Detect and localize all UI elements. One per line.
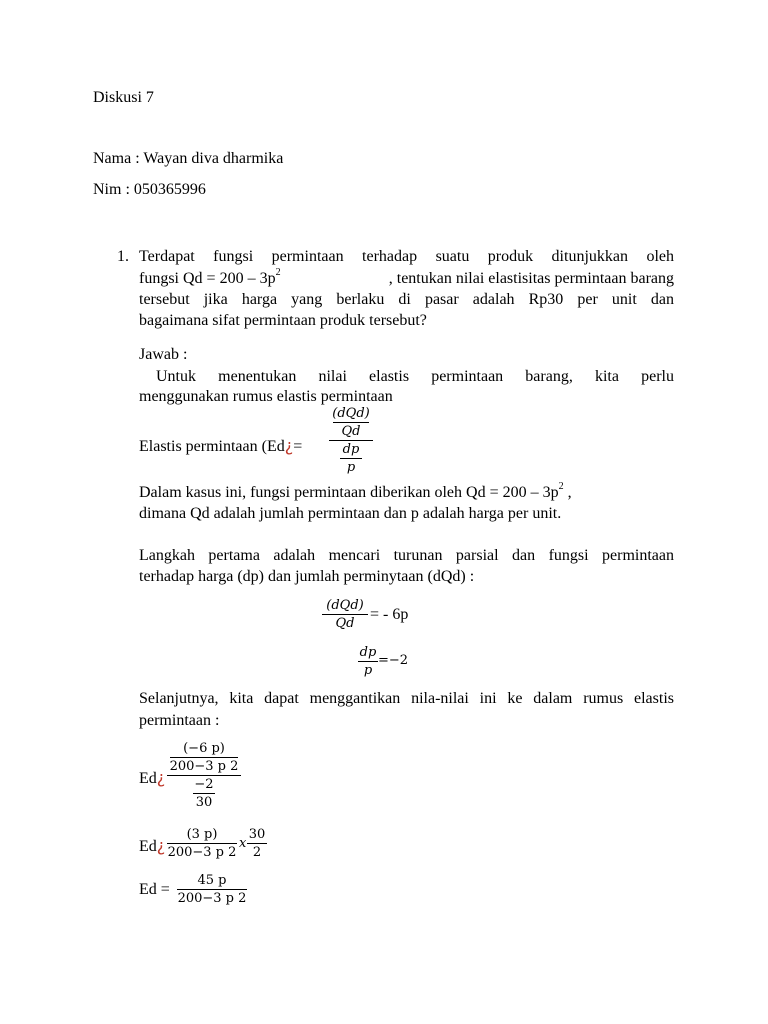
fraction-numerator: (−6 p): [183, 741, 225, 756]
fraction-numerator: dp: [359, 645, 377, 660]
multiplier-fraction: [247, 826, 267, 861]
fraction-denominator: Qd: [335, 616, 355, 631]
ed-text: Ed: [139, 838, 157, 855]
formula-label-text: Elastis permintaan (Ed: [139, 438, 285, 455]
formula-label: [139, 436, 302, 456]
question-line: [139, 267, 674, 288]
fraction-numerator: 200−3 p 2: [169, 759, 239, 774]
fraction-numerator: Qd: [341, 424, 361, 439]
fraction-denominator: 2: [252, 845, 262, 860]
substitution-fraction: [167, 740, 241, 811]
fraction-denominator: 200−3 p 2: [167, 845, 237, 860]
inverted-question-mark: ¿: [156, 768, 166, 787]
student-name-line: Nama : Wayan diva dharmika: [93, 150, 284, 167]
derivative-fraction: [358, 644, 378, 679]
answer-line: permintaan :: [139, 712, 220, 729]
answer-line: Untuk menentukan nilai elastis permintaan barang, kita perlu: [156, 368, 674, 385]
question-text: fungsi Qd = 200 – 3p: [139, 270, 276, 287]
answer-text: Dalam kasus ini, fungsi permintaan diberikan oleh Qd = 200 – 3p: [139, 484, 559, 501]
answer-line: Langkah pertama adalah mencari turunan parsial dan fungsi permintaan: [139, 547, 674, 564]
question-line: bagaimana sifat permintaan produk tersebut?: [139, 312, 427, 329]
fraction-denominator: 200−3 p 2: [177, 891, 247, 906]
ed-label: [139, 768, 165, 788]
fraction-denominator: p: [346, 460, 356, 475]
answer-line: terhadap harga (dp) dan jumlah perminytaan (dQd) :: [139, 568, 475, 585]
result-fraction: [177, 872, 247, 907]
inverted-question-mark: ¿: [156, 836, 166, 855]
ed-equation-label: Ed =: [139, 881, 170, 898]
answer-text: ,: [563, 484, 572, 501]
fraction-denominator: −2: [194, 777, 214, 792]
answer-line: menggunakan rumus elastis permintaan: [139, 388, 393, 405]
question-line: tersebut jika harga yang berlaku di pasar adalah Rp30 per unit dan: [139, 291, 674, 308]
elasticity-fraction: [329, 405, 373, 476]
multiply-sign: x: [239, 836, 247, 851]
fraction-numerator: (3 p): [186, 827, 218, 842]
superscript: 2: [275, 267, 281, 278]
answer-line: [139, 481, 674, 502]
fraction-denominator: p: [363, 663, 373, 678]
fraction-numerator: (dQd): [326, 598, 364, 613]
substitution-fraction: [167, 826, 237, 861]
fraction-denominator: dp: [342, 442, 360, 457]
fraction-numerator: 30: [248, 827, 266, 842]
answer-heading: Jawab :: [139, 346, 188, 363]
derivative-result: = - 6p: [370, 606, 409, 623]
fraction-numerator: 45 p: [197, 873, 227, 888]
student-nim-line: Nim : 050365996: [93, 181, 206, 198]
fraction-numerator: (dQd): [332, 406, 370, 421]
answer-line: dimana Qd adalah jumlah permintaan dan p adalah harga per unit.: [139, 505, 562, 522]
inverted-question-mark: ¿: [284, 436, 294, 455]
document-title: Diskusi 7: [93, 89, 154, 106]
derivative-result: =−2: [378, 653, 409, 668]
question-line: Terdapat fungsi permintaan terhadap suatu produk ditunjukkan oleh: [139, 248, 674, 265]
ed-label: [139, 836, 165, 856]
fraction-denominator: 30: [195, 795, 213, 810]
superscript: 2: [558, 481, 564, 492]
equals-sign: =: [293, 438, 303, 455]
answer-line: Selanjutnya, kita dapat menggantikan nila-nilai ini ke dalam rumus elastis: [139, 690, 674, 707]
ed-text: Ed: [139, 770, 157, 787]
derivative-fraction: [322, 597, 368, 632]
question-text: , tentukan nilai elastisitas permintaan barang: [388, 270, 674, 287]
question-number: 1.: [117, 248, 129, 265]
